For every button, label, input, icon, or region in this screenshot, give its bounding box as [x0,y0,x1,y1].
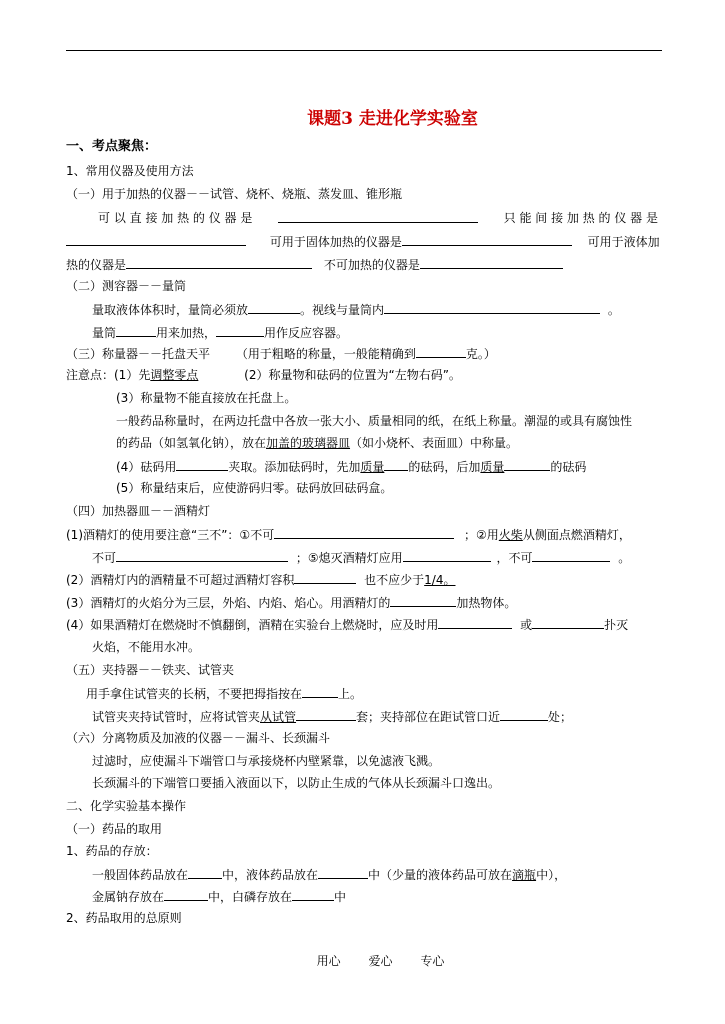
group1-line2: 可用于固体加热的仪器是 可用于液体加 [66,234,660,249]
group1-heading: （一）用于加热的仪器－－试管、烧杯、烧瓶、蒸发皿、锥形瓶 [66,187,403,201]
subsection-2-1: （一）药品的取用 [66,822,163,836]
group4-line4: (4）如果酒精灯在燃烧时不慎翻倒，酒精在实验台上燃烧时，应及时用 或 扑灭 [66,618,629,632]
storage-line1: 一般固体药品放在 中，液体药品放在 中（少量的液体药品可放在滴瓶中）， [92,868,567,882]
subsection-2-2: 1、药品的存放： [66,844,158,858]
footer-text: 用心 [316,954,341,968]
group4-line1b: 不可 ；⑤熄灭酒精灯应用 ，不可 。 [92,551,631,565]
group4-line2: (2）酒精灯内的酒精量不可超过酒精灯容积 也不应少于1/4。 [66,573,456,587]
note-line6: (5）称量结束后，应使游码归零。砝码放回砝码盒。 [116,481,393,495]
page-footer [0,952,725,969]
blank[interactable] [384,459,408,471]
section-heading-1: 一、考点聚焦： [66,139,158,154]
blank[interactable] [248,302,300,314]
blank[interactable] [403,550,491,562]
footer-text: 专心 [420,954,445,968]
note-line5: (4）砝码用 夹取。添加砝码时，先加质量 的砝码，后加质量 的砝码 [116,460,587,474]
blank[interactable] [292,889,334,901]
blank[interactable] [126,257,312,269]
blank[interactable] [302,686,338,698]
blank[interactable] [164,889,208,901]
blank[interactable] [296,709,356,721]
blank[interactable] [420,257,563,269]
blank[interactable] [532,617,604,629]
note-line4a: 一般药品称量时，在两边托盘中各放一张大小、质量相同的纸，在纸上称量。潮湿的或具有腐蚀性 [116,414,633,428]
blank[interactable] [176,459,228,471]
blank[interactable] [318,867,368,879]
group2-line1: 量取液体体积时，量筒必须放 。视线与量筒内 。 [92,303,620,317]
blank[interactable] [384,302,600,314]
blank[interactable] [504,459,550,471]
group4-line3: (3）酒精灯的火焰分为三层，外焰、内焰、焰心。用酒精灯的 加热物体。 [66,596,517,610]
blank[interactable] [66,234,246,246]
group1-line1: 可 以 直 接 加 热 的 仪 器 是 只 能 间 接 加 热 的 仪 器 是 [98,211,658,225]
group6-heading: （六）分离物质及加液的仪器－－漏斗、长颈漏斗 [66,731,331,745]
blank[interactable] [116,550,288,562]
note-line1: 注意点：(1）先调整零点 (2）称量物和砝码的位置为“左物右码”。 [66,368,461,382]
blank[interactable] [416,346,466,358]
blank[interactable] [188,867,222,879]
group5-line1: 用手拿住试管夹的长柄，不要把拇指按在 上。 [86,687,363,701]
storage-line2: 金属钠存放在 中，白磷存放在 中 [92,890,347,904]
group6-line2: 长颈漏斗的下端管口要插入液面以下，以防止生成的气体从长颈漏斗口逸出。 [92,776,501,790]
blank[interactable] [116,325,156,337]
group2-heading: （二）测容器－－量筒 [66,279,187,293]
group4-heading: （四）加热器皿－－酒精灯 [66,504,211,518]
blank[interactable] [294,572,356,584]
group3-heading: （三）称量器－－托盘天平 （用于粗略的称量，一般能精确到 克。） [66,347,496,361]
group5-line2: 试管夹夹持试管时，应将试管夹从试管 套；夹持部位在距试管口近 处； [92,710,573,724]
subsection-2-3: 2、药品取用的总原则 [66,911,182,925]
blank[interactable] [532,550,610,562]
blank[interactable] [274,527,454,539]
section-heading-2: 二、化学实验基本操作 [66,799,187,813]
blank[interactable] [278,211,478,223]
blank[interactable] [500,709,548,721]
subsection-1: 1、常用仪器及使用方法 [66,164,194,178]
group1-line3: 热的仪器是 不可加热的仪器是 [66,257,563,272]
blank[interactable] [402,234,572,246]
page-title: 课题3 走进化学实验室 [307,109,478,129]
blank[interactable] [438,617,512,629]
note-line4b: 的药品（如氢氧化钠），放在加盖的玻璃器皿（如小烧杯、表面皿）中称量。 [116,436,519,450]
group4-line4b: 火焰，不能用水冲。 [92,640,201,654]
group2-line2: 量筒 用来加热， 用作反应容器。 [92,326,349,340]
group4-line1: (1)酒精灯的使用要注意“三不”：①不可 ；②用火柴从侧面点燃酒精灯， [66,528,631,542]
group5-heading: （五）夹持器－－铁夹、试管夹 [66,663,235,677]
footer-text: 爱心 [368,954,393,968]
blank[interactable] [390,595,456,607]
header-rule [66,50,662,51]
note-line3: (3）称量物不能直接放在托盘上。 [116,391,297,405]
blank[interactable] [216,325,264,337]
group6-line1: 过滤时，应使漏斗下端管口与承接烧杯内壁紧靠，以免滤液飞溅。 [92,754,441,768]
